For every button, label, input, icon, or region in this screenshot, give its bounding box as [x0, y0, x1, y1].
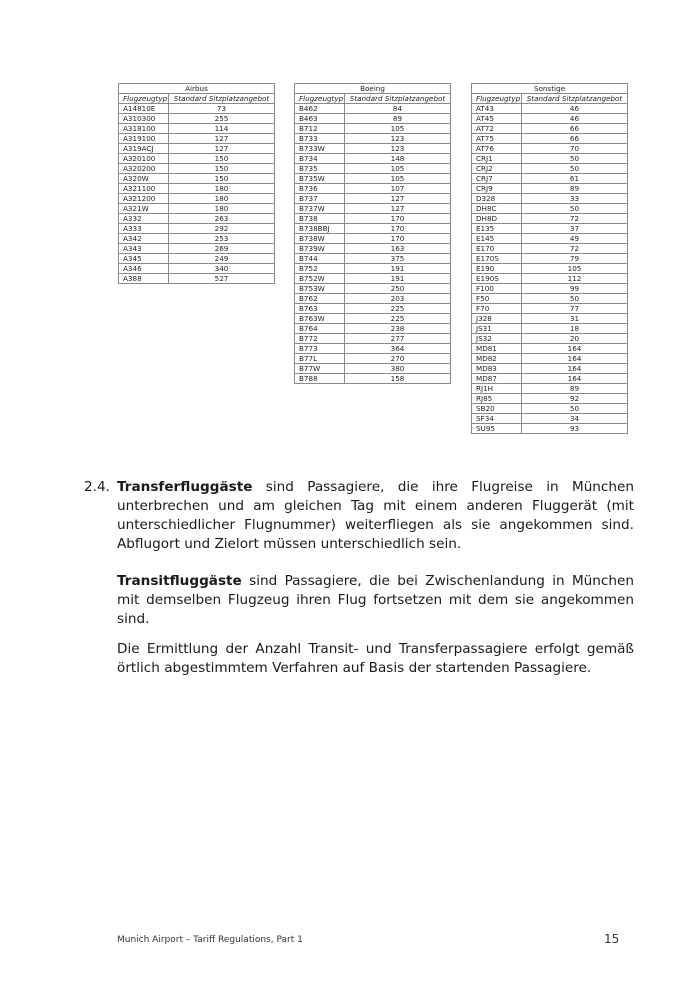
- table-row: [295, 304, 451, 314]
- aircraft-type-cell: F50: [472, 294, 522, 304]
- aircraft-type-cell: B77W: [295, 364, 345, 374]
- aircraft-type-cell: B738BBJ: [295, 224, 345, 234]
- seat-count-cell: 89: [345, 114, 451, 124]
- aircraft-type-cell: A321W: [119, 204, 169, 214]
- table-row: [472, 354, 628, 364]
- aircraft-type-cell: E170S: [472, 254, 522, 264]
- transit-definition: sind Passagiere, die bei Zwischenlandung in München mit demselben Flugzeug ihren Flug fortsetzen mit dem sie angekommen sind.: [117, 573, 634, 627]
- transfer-term: Transferfluggäste: [117, 479, 253, 495]
- aircraft-type-cell: F70: [472, 304, 522, 314]
- seat-count-cell: 61: [522, 174, 628, 184]
- seat-count-cell: 77: [522, 304, 628, 314]
- aircraft-type-cell: B744: [295, 254, 345, 264]
- seat-count-cell: 105: [345, 174, 451, 184]
- table-row: [472, 264, 628, 274]
- table-row: [119, 174, 275, 184]
- aircraft-type-cell: E170: [472, 244, 522, 254]
- table-row: [472, 214, 628, 224]
- aircraft-type-cell: A333: [119, 224, 169, 234]
- seat-count-cell: 180: [169, 204, 275, 214]
- aircraft-type-cell: B788: [295, 374, 345, 384]
- table-row: [295, 334, 451, 344]
- table-row: [295, 224, 451, 234]
- table-row: [295, 294, 451, 304]
- table-row: [119, 194, 275, 204]
- aircraft-type-cell: B733: [295, 134, 345, 144]
- table-row: [295, 194, 451, 204]
- table-row: [472, 374, 628, 384]
- table-row: [472, 364, 628, 374]
- section-number: 2.4.: [84, 479, 110, 495]
- aircraft-type-cell: A320100: [119, 154, 169, 164]
- seat-count-cell: 127: [345, 204, 451, 214]
- aircraft-type-cell: B752W: [295, 274, 345, 284]
- aircraft-type-cell: B735W: [295, 174, 345, 184]
- table-row: [472, 294, 628, 304]
- aircraft-type-cell: SU95: [472, 424, 522, 434]
- table-row: [119, 144, 275, 154]
- seat-count-cell: 50: [522, 294, 628, 304]
- aircraft-type-cell: E145: [472, 234, 522, 244]
- aircraft-type-cell: CRJ2: [472, 164, 522, 174]
- seat-count-cell: 31: [522, 314, 628, 324]
- aircraft-type-cell: A321200: [119, 194, 169, 204]
- seat-count-cell: 46: [522, 104, 628, 114]
- table-row: [472, 204, 628, 214]
- table-row: [472, 154, 628, 164]
- table-row: [472, 314, 628, 324]
- aircraft-type-cell: B738W: [295, 234, 345, 244]
- seat-count-cell: 238: [345, 324, 451, 334]
- table-row: [295, 144, 451, 154]
- seat-count-cell: 99: [522, 284, 628, 294]
- seat-count-cell: 37: [522, 224, 628, 234]
- table-row: [119, 224, 275, 234]
- table-title: Sonstige: [472, 84, 628, 94]
- aircraft-type-cell: AT43: [472, 104, 522, 114]
- table-row: [119, 184, 275, 194]
- seat-count-cell: 292: [169, 224, 275, 234]
- table-row: [472, 114, 628, 124]
- table-row: [472, 234, 628, 244]
- boeing-seat-table: [294, 83, 451, 384]
- aircraft-type-cell: A388: [119, 274, 169, 284]
- column-header-seats: Standard Sitzplatzangebot: [345, 94, 451, 104]
- aircraft-type-cell: B737W: [295, 204, 345, 214]
- seat-count-cell: 164: [522, 364, 628, 374]
- aircraft-type-cell: AT45: [472, 114, 522, 124]
- seat-count-cell: 269: [169, 244, 275, 254]
- table-row: [119, 214, 275, 224]
- table-row: [295, 344, 451, 354]
- table-row: [472, 134, 628, 144]
- aircraft-type-cell: B753W: [295, 284, 345, 294]
- transfer-paragraph: [117, 478, 634, 554]
- seat-count-cell: 66: [522, 124, 628, 134]
- aircraft-type-cell: E190S: [472, 274, 522, 284]
- table-row: [472, 384, 628, 394]
- seat-count-cell: 89: [522, 184, 628, 194]
- seat-count-cell: 114: [169, 124, 275, 134]
- seat-count-cell: 79: [522, 254, 628, 264]
- table-row: [295, 124, 451, 134]
- table-row: [295, 244, 451, 254]
- table-row: [472, 304, 628, 314]
- airbus-seat-table: [118, 83, 275, 284]
- column-header-type: Flugzeugtyp: [295, 94, 345, 104]
- table-row: [295, 134, 451, 144]
- table-row: [119, 124, 275, 134]
- aircraft-type-cell: B763W: [295, 314, 345, 324]
- seat-count-cell: 249: [169, 254, 275, 264]
- seat-count-cell: 180: [169, 184, 275, 194]
- seat-count-cell: 164: [522, 354, 628, 364]
- seat-count-cell: 150: [169, 154, 275, 164]
- table-row: [472, 184, 628, 194]
- seat-count-cell: 46: [522, 114, 628, 124]
- aircraft-type-cell: A321100: [119, 184, 169, 194]
- seat-count-cell: 127: [169, 134, 275, 144]
- seat-count-cell: 191: [345, 274, 451, 284]
- seat-count-cell: 105: [522, 264, 628, 274]
- seat-count-cell: 70: [522, 144, 628, 154]
- seat-count-cell: 170: [345, 224, 451, 234]
- seat-count-cell: 340: [169, 264, 275, 274]
- aircraft-type-cell: E190: [472, 264, 522, 274]
- aircraft-type-cell: A319100: [119, 134, 169, 144]
- aircraft-type-cell: RJ1H: [472, 384, 522, 394]
- seat-count-cell: 364: [345, 344, 451, 354]
- table-row: [119, 234, 275, 244]
- seat-count-cell: 164: [522, 344, 628, 354]
- aircraft-type-cell: A320W: [119, 174, 169, 184]
- table-row: [295, 174, 451, 184]
- aircraft-type-cell: A332: [119, 214, 169, 224]
- aircraft-type-cell: MD83: [472, 364, 522, 374]
- transit-term: Transitfluggäste: [117, 573, 242, 589]
- aircraft-type-cell: B462: [295, 104, 345, 114]
- page-number: 15: [604, 932, 620, 946]
- seat-count-cell: 89: [522, 384, 628, 394]
- table-row: [472, 344, 628, 354]
- aircraft-type-cell: B752: [295, 264, 345, 274]
- table-row: [472, 424, 628, 434]
- aircraft-type-cell: A319ACJ: [119, 144, 169, 154]
- seat-count-cell: 255: [169, 114, 275, 124]
- table-row: [295, 274, 451, 284]
- footer-title: Munich Airport – Tariff Regulations, Part 1: [117, 935, 303, 945]
- seat-count-cell: 49: [522, 234, 628, 244]
- table-row: [295, 364, 451, 374]
- seat-count-cell: 527: [169, 274, 275, 284]
- aircraft-type-cell: B737: [295, 194, 345, 204]
- column-header-type: Flugzeugtyp: [472, 94, 522, 104]
- aircraft-type-cell: B764: [295, 324, 345, 334]
- table-row: [295, 264, 451, 274]
- column-header-seats: Standard Sitzplatzangebot: [522, 94, 628, 104]
- seat-count-cell: 127: [345, 194, 451, 204]
- seat-count-cell: 66: [522, 134, 628, 144]
- seat-count-cell: 72: [522, 214, 628, 224]
- table-row: [472, 164, 628, 174]
- table-row: [119, 204, 275, 214]
- column-header-seats: Standard Sitzplatzangebot: [169, 94, 275, 104]
- seat-count-cell: 158: [345, 374, 451, 384]
- table-row: [119, 134, 275, 144]
- table-row: [119, 264, 275, 274]
- seat-count-cell: 180: [169, 194, 275, 204]
- aircraft-type-cell: D328: [472, 194, 522, 204]
- seat-count-cell: 270: [345, 354, 451, 364]
- seat-count-cell: 191: [345, 264, 451, 274]
- aircraft-type-cell: SB20: [472, 404, 522, 414]
- aircraft-type-cell: E135: [472, 224, 522, 234]
- table-row: [472, 254, 628, 264]
- table-row: [295, 254, 451, 264]
- table-row: [295, 284, 451, 294]
- seat-count-cell: 50: [522, 204, 628, 214]
- seat-count-cell: 163: [345, 244, 451, 254]
- seat-count-cell: 150: [169, 164, 275, 174]
- aircraft-type-cell: F100: [472, 284, 522, 294]
- seat-count-cell: 277: [345, 334, 451, 344]
- seat-count-cell: 112: [522, 274, 628, 284]
- aircraft-type-cell: B735: [295, 164, 345, 174]
- table-title: Boeing: [295, 84, 451, 94]
- seat-count-cell: 225: [345, 304, 451, 314]
- table-row: [295, 114, 451, 124]
- table-row: [472, 284, 628, 294]
- table-row: [472, 324, 628, 334]
- table-row: [472, 104, 628, 114]
- table-row: [472, 244, 628, 254]
- table-row: [119, 154, 275, 164]
- aircraft-type-cell: RJ85: [472, 394, 522, 404]
- table-row: [472, 174, 628, 184]
- table-row: [295, 164, 451, 174]
- table-row: [472, 394, 628, 404]
- seat-count-cell: 84: [345, 104, 451, 114]
- table-row: [295, 354, 451, 364]
- column-header-type: Flugzeugtyp: [119, 94, 169, 104]
- aircraft-type-cell: JS32: [472, 334, 522, 344]
- transit-paragraph: [117, 572, 634, 629]
- seat-count-cell: 34: [522, 414, 628, 424]
- table-row: [295, 324, 451, 334]
- table-row: [295, 234, 451, 244]
- seat-count-cell: 20: [522, 334, 628, 344]
- table-row: [472, 404, 628, 414]
- aircraft-type-cell: A343: [119, 244, 169, 254]
- aircraft-type-cell: B77L: [295, 354, 345, 364]
- aircraft-type-cell: B733W: [295, 144, 345, 154]
- aircraft-type-cell: JS31: [472, 324, 522, 334]
- aircraft-type-cell: A346: [119, 264, 169, 274]
- table-row: [295, 154, 451, 164]
- aircraft-type-cell: SF34: [472, 414, 522, 424]
- sonstige-seat-table: [471, 83, 628, 434]
- seat-count-cell: 170: [345, 234, 451, 244]
- table-row: [472, 224, 628, 234]
- seat-count-cell: 93: [522, 424, 628, 434]
- table-row: [119, 164, 275, 174]
- aircraft-type-cell: B773: [295, 344, 345, 354]
- seat-count-cell: 50: [522, 164, 628, 174]
- aircraft-type-cell: A345: [119, 254, 169, 264]
- aircraft-type-cell: MD81: [472, 344, 522, 354]
- seat-count-cell: 107: [345, 184, 451, 194]
- seat-count-cell: 123: [345, 144, 451, 154]
- seat-count-cell: 18: [522, 324, 628, 334]
- seat-count-cell: 148: [345, 154, 451, 164]
- aircraft-type-cell: AT72: [472, 124, 522, 134]
- seat-count-cell: 203: [345, 294, 451, 304]
- seat-count-cell: 170: [345, 214, 451, 224]
- table-row: [295, 204, 451, 214]
- aircraft-type-cell: B738: [295, 214, 345, 224]
- table-row: [295, 374, 451, 384]
- table-row: [472, 274, 628, 284]
- aircraft-type-cell: A342: [119, 234, 169, 244]
- table-row: [119, 104, 275, 114]
- table-row: [472, 144, 628, 154]
- seat-count-cell: 123: [345, 134, 451, 144]
- seat-count-cell: 164: [522, 374, 628, 384]
- table-row: [295, 184, 451, 194]
- aircraft-type-cell: A320200: [119, 164, 169, 174]
- table-row: [472, 194, 628, 204]
- seat-count-cell: 250: [345, 284, 451, 294]
- table-row: [472, 414, 628, 424]
- table-row: [295, 104, 451, 114]
- seat-count-cell: 263: [169, 214, 275, 224]
- aircraft-type-cell: A14810E: [119, 104, 169, 114]
- seat-count-cell: 375: [345, 254, 451, 264]
- aircraft-type-cell: AT76: [472, 144, 522, 154]
- aircraft-type-cell: B763: [295, 304, 345, 314]
- table-row: [472, 124, 628, 134]
- aircraft-type-cell: B736: [295, 184, 345, 194]
- aircraft-type-cell: B463: [295, 114, 345, 124]
- aircraft-type-cell: CRJ7: [472, 174, 522, 184]
- seat-count-cell: 50: [522, 154, 628, 164]
- aircraft-type-cell: CRJ1: [472, 154, 522, 164]
- aircraft-type-cell: CRJ9: [472, 184, 522, 194]
- table-row: [119, 274, 275, 284]
- table-row: [119, 254, 275, 264]
- seat-count-cell: 225: [345, 314, 451, 324]
- aircraft-type-cell: B734: [295, 154, 345, 164]
- aircraft-type-cell: AT75: [472, 134, 522, 144]
- table-row: [295, 314, 451, 324]
- seat-count-cell: 50: [522, 404, 628, 414]
- table-row: [119, 114, 275, 124]
- seat-count-cell: 253: [169, 234, 275, 244]
- seat-count-cell: 380: [345, 364, 451, 374]
- aircraft-type-cell: B739W: [295, 244, 345, 254]
- table-row: [472, 334, 628, 344]
- seat-count-cell: 92: [522, 394, 628, 404]
- aircraft-type-cell: MD82: [472, 354, 522, 364]
- seat-count-cell: 127: [169, 144, 275, 154]
- aircraft-type-cell: A318100: [119, 124, 169, 134]
- table-row: [295, 214, 451, 224]
- aircraft-type-cell: DH8C: [472, 204, 522, 214]
- aircraft-type-cell: B772: [295, 334, 345, 344]
- seat-count-cell: 105: [345, 164, 451, 174]
- determination-paragraph: Die Ermittlung der Anzahl Transit- und Transferpassagiere erfolgt gemäß örtlich abgestimmtem Verfahren auf Basis der startenden Passagiere.: [117, 641, 634, 676]
- seat-count-cell: 73: [169, 104, 275, 114]
- aircraft-type-cell: MD87: [472, 374, 522, 384]
- seat-count-cell: 33: [522, 194, 628, 204]
- table-row: [119, 244, 275, 254]
- aircraft-type-cell: B762: [295, 294, 345, 304]
- transfer-definition: sind Passagiere, die ihre Flugreise in München unterbrechen und am gleichen Tag mit einem anderen Fluggerät (mit unterschiedlicher Flugnummer) weiterfliegen als sie angekommen sind. Abflugort und Zielort müssen unterschiedlich sein.: [117, 479, 634, 552]
- aircraft-type-cell: J328: [472, 314, 522, 324]
- seat-count-cell: 150: [169, 174, 275, 184]
- aircraft-type-cell: DH8D: [472, 214, 522, 224]
- aircraft-type-cell: B712: [295, 124, 345, 134]
- table-title: Airbus: [119, 84, 275, 94]
- aircraft-type-cell: A310300: [119, 114, 169, 124]
- seat-count-cell: 105: [345, 124, 451, 134]
- seat-count-cell: 72: [522, 244, 628, 254]
